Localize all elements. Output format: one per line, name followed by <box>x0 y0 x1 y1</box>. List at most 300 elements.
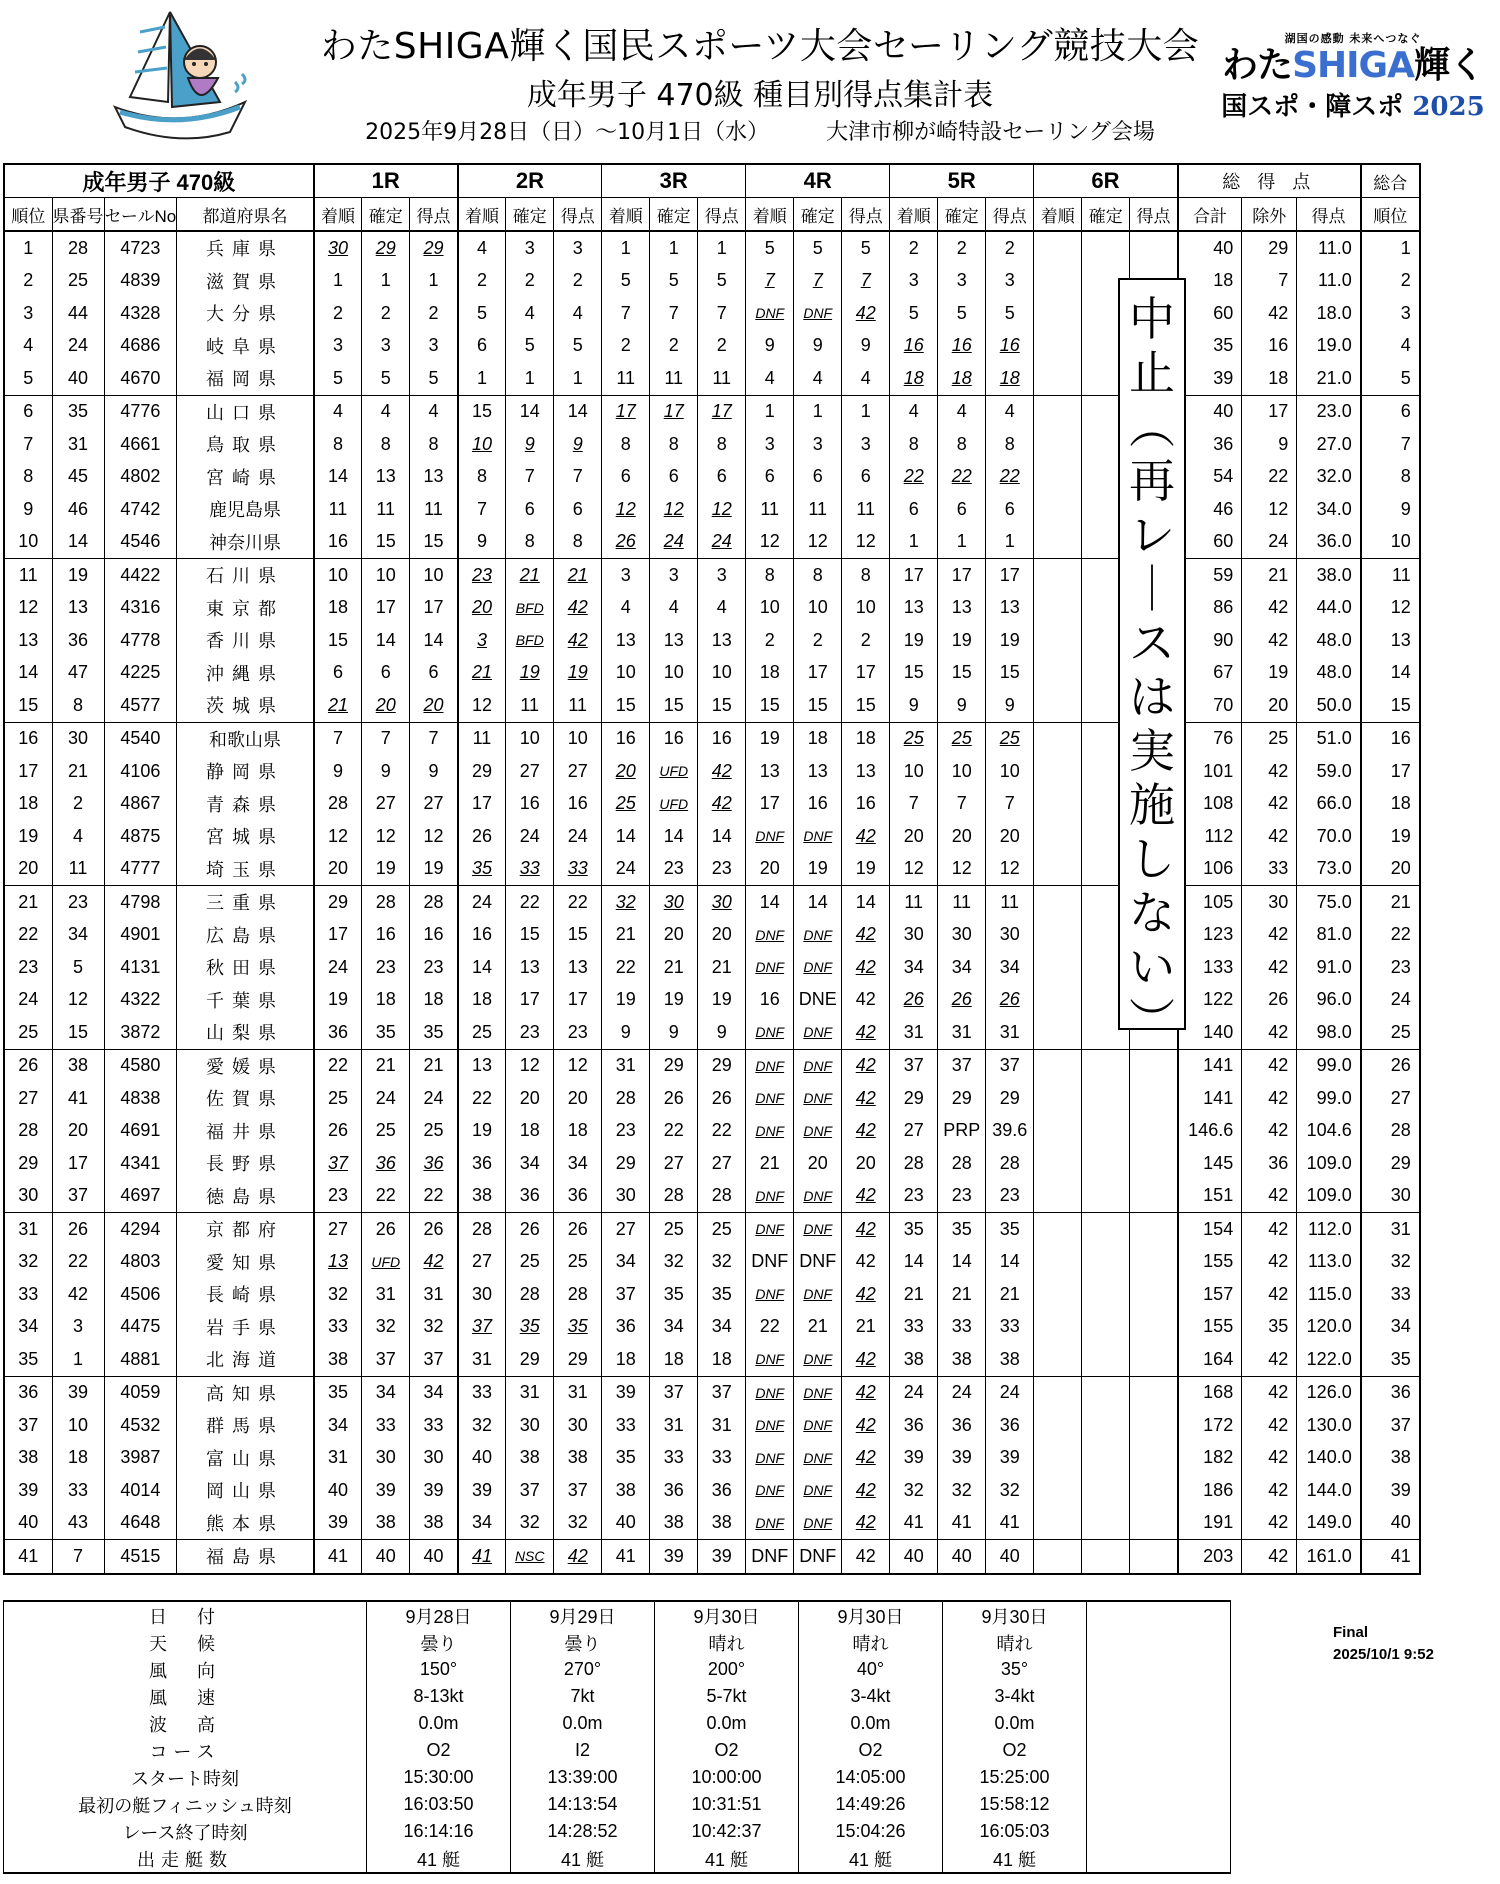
pref-name-cell: 茨城県 <box>177 689 314 722</box>
race3-points-cell: 29 <box>698 1049 746 1082</box>
race3-confirm-cell: 12 <box>650 493 698 526</box>
cancel-note-char: ス <box>1129 616 1175 670</box>
race1-confirm-cell: 20 <box>362 689 410 722</box>
discard-cell: 21 <box>1242 559 1297 592</box>
conditions-value-r4: 晴れ <box>799 1629 943 1656</box>
date-range: 2025年9月28日（日）～10月1日（水） <box>365 120 770 145</box>
table-row <box>4 624 1420 657</box>
table-row <box>4 689 1420 722</box>
logo-name <box>1218 46 1488 86</box>
race1-finish-cell: 12 <box>314 820 362 853</box>
pref-name-cell: 埼玉県 <box>177 853 314 886</box>
race5-confirm-cell: 15 <box>938 657 986 690</box>
race1-points-cell: 14 <box>410 624 458 657</box>
race1-points-cell: 4 <box>410 395 458 428</box>
race2-finish-cell: 2 <box>458 265 506 298</box>
race5-finish-cell: 22 <box>890 461 938 494</box>
overall-rank-cell: 26 <box>1361 1049 1420 1082</box>
sail-no-cell: 3987 <box>104 1442 177 1475</box>
table-row <box>4 755 1420 788</box>
overall-rank-cell: 19 <box>1361 820 1420 853</box>
race1-points-cell: 40 <box>410 1540 458 1574</box>
race2-points-cell: 12 <box>554 1049 602 1082</box>
pref-name-cell: 佐賀県 <box>177 1082 314 1115</box>
race1-points-cell: 42 <box>410 1246 458 1279</box>
race1-finish-cell: 37 <box>314 1147 362 1180</box>
race4-confirm-cell: DNF <box>794 919 842 952</box>
race4-points-cell: 42 <box>842 1442 890 1475</box>
score-cell: 19.0 <box>1297 330 1361 363</box>
race1-points-cell: 35 <box>410 1016 458 1049</box>
overall-rank-cell: 39 <box>1361 1474 1420 1507</box>
race6-empty-cell <box>1130 1213 1178 1246</box>
race5-confirm-cell: 12 <box>938 853 986 886</box>
logo-year: 2025 <box>1412 92 1485 122</box>
pref-name-cell: 広島県 <box>177 919 314 952</box>
race6-empty-cell <box>1034 1049 1082 1082</box>
discard-cell: 42 <box>1242 1016 1297 1049</box>
total-cell: 182 <box>1178 1442 1242 1475</box>
race1-confirm-cell: 15 <box>362 526 410 559</box>
score-cell: 59.0 <box>1297 755 1361 788</box>
race2-finish-cell: 24 <box>458 886 506 919</box>
race4-confirm-cell: 14 <box>794 886 842 919</box>
race2-confirm-cell: 9 <box>506 428 554 461</box>
race3-points-cell: 39 <box>698 1540 746 1574</box>
race2-points-cell: 8 <box>554 526 602 559</box>
race2-confirm-cell: 5 <box>506 330 554 363</box>
pref-name-cell: 福井県 <box>177 1115 314 1148</box>
race3-confirm-cell: 19 <box>650 984 698 1017</box>
discard-cell: 42 <box>1242 951 1297 984</box>
race-header-2: 2R <box>458 164 602 198</box>
pref-name-cell: 高知県 <box>177 1376 314 1409</box>
sail-no-cell: 4723 <box>104 231 177 265</box>
race5-points-cell: 7 <box>986 788 1034 821</box>
race5-points-cell: 2 <box>986 231 1034 265</box>
score-cell: 104.6 <box>1297 1115 1361 1148</box>
race1-points-cell: 30 <box>410 1442 458 1475</box>
race1-confirm-cell: 39 <box>362 1474 410 1507</box>
race1-points-cell: 15 <box>410 526 458 559</box>
race3-points-cell: 19 <box>698 984 746 1017</box>
race3-confirm-cell: 4 <box>650 592 698 625</box>
score-cell: 48.0 <box>1297 624 1361 657</box>
race3-points-cell: 25 <box>698 1213 746 1246</box>
race5-points-cell: 40 <box>986 1540 1034 1574</box>
conditions-label: 最初の艇フィニッシュ時刻 <box>4 1791 367 1818</box>
conditions-row <box>4 1791 1231 1818</box>
race2-finish-cell: 20 <box>458 592 506 625</box>
race3-finish-cell: 1 <box>602 231 650 265</box>
total-cell: 40 <box>1178 395 1242 428</box>
race3-confirm-cell: 36 <box>650 1474 698 1507</box>
race6-empty-cell <box>1034 362 1082 395</box>
race4-confirm-cell: 19 <box>794 853 842 886</box>
race1-points-cell: 33 <box>410 1409 458 1442</box>
race1-finish-cell: 31 <box>314 1442 362 1475</box>
race2-points-cell: 9 <box>554 428 602 461</box>
race2-points-cell: 11 <box>554 689 602 722</box>
cancel-note-char: ︵ <box>1129 400 1175 454</box>
pref-no-cell: 40 <box>52 362 104 395</box>
race2-finish-cell: 7 <box>458 493 506 526</box>
conditions-value-r1: 0.0m <box>367 1710 511 1737</box>
race4-confirm-cell: DNF <box>794 1180 842 1213</box>
cancel-note-char: レ <box>1129 508 1175 562</box>
race4-points-cell: 7 <box>842 265 890 298</box>
pref-name-cell: 山口県 <box>177 395 314 428</box>
race2-points-cell: 25 <box>554 1246 602 1279</box>
race2-finish-cell: 18 <box>458 984 506 1017</box>
race5-points-cell: 39.6 <box>986 1115 1034 1148</box>
table-row <box>4 265 1420 298</box>
race5-finish-cell: 3 <box>890 265 938 298</box>
race4-confirm-cell: 10 <box>794 592 842 625</box>
total-cell: 154 <box>1178 1213 1242 1246</box>
race6-empty-cell <box>1130 1376 1178 1409</box>
race1-confirm-cell: 5 <box>362 362 410 395</box>
final-timestamp: 2025/10/1 9:52 <box>1333 1646 1434 1663</box>
table-row <box>4 592 1420 625</box>
race5-points-cell: 36 <box>986 1409 1034 1442</box>
total-cell: 105 <box>1178 886 1242 919</box>
race4-points-cell: 15 <box>842 689 890 722</box>
race1-confirm-cell: 7 <box>362 722 410 755</box>
total-cell: 157 <box>1178 1278 1242 1311</box>
race3-finish-cell: 12 <box>602 493 650 526</box>
race4-points-cell: 42 <box>842 1049 890 1082</box>
discard-cell: 7 <box>1242 265 1297 298</box>
discard-cell: 18 <box>1242 362 1297 395</box>
table-row <box>4 886 1420 919</box>
race5-finish-cell: 39 <box>890 1442 938 1475</box>
conditions-value-r6 <box>1087 1818 1231 1845</box>
race2-finish-cell: 6 <box>458 330 506 363</box>
race4-finish-cell: DNF <box>746 1049 794 1082</box>
race4-finish-cell: 13 <box>746 755 794 788</box>
cancel-note-char: 再 <box>1129 454 1175 508</box>
race6-empty-cell <box>1034 1016 1082 1049</box>
discard-cell: 30 <box>1242 886 1297 919</box>
cancel-note-char: 中 <box>1129 292 1175 346</box>
race1-points-cell: 16 <box>410 919 458 952</box>
race4-points-cell: 42 <box>842 297 890 330</box>
race2-points-cell: 13 <box>554 951 602 984</box>
race3-confirm-cell: 13 <box>650 624 698 657</box>
race3-confirm-cell: 38 <box>650 1507 698 1540</box>
pref-name-cell: 富山県 <box>177 1442 314 1475</box>
sail-no-cell: 4014 <box>104 1474 177 1507</box>
race3-points-cell: 8 <box>698 428 746 461</box>
total-cell: 141 <box>1178 1082 1242 1115</box>
pref-no-cell: 35 <box>52 395 104 428</box>
discard-cell: 42 <box>1242 1246 1297 1279</box>
race5-confirm-cell: 18 <box>938 362 986 395</box>
pref-no-cell: 19 <box>52 559 104 592</box>
col-r6-finish: 着順 <box>1034 198 1082 232</box>
discard-cell: 24 <box>1242 526 1297 559</box>
race-header-6: 6R <box>1034 164 1178 198</box>
race3-points-cell: 1 <box>698 231 746 265</box>
overall-rank-cell: 18 <box>1361 788 1420 821</box>
discard-cell: 42 <box>1242 1343 1297 1376</box>
race3-points-cell: 30 <box>698 886 746 919</box>
conditions-value-r6 <box>1087 1601 1231 1629</box>
race1-confirm-cell: 36 <box>362 1147 410 1180</box>
pref-name-cell: 千葉県 <box>177 984 314 1017</box>
race4-finish-cell: 12 <box>746 526 794 559</box>
overall-rank-cell: 15 <box>1361 689 1420 722</box>
race1-finish-cell: 24 <box>314 951 362 984</box>
race1-finish-cell: 23 <box>314 1180 362 1213</box>
race6-empty-cell <box>1034 820 1082 853</box>
rank-cell: 15 <box>4 689 52 722</box>
race3-confirm-cell: 31 <box>650 1409 698 1442</box>
race6-empty-cell <box>1130 1540 1178 1574</box>
event-info <box>290 115 1230 146</box>
race1-confirm-cell: 35 <box>362 1016 410 1049</box>
race5-finish-cell: 6 <box>890 493 938 526</box>
col-r5-points: 得点 <box>986 198 1034 232</box>
overall-rank-cell: 16 <box>1361 722 1420 755</box>
pref-no-cell: 42 <box>52 1278 104 1311</box>
race1-finish-cell: 16 <box>314 526 362 559</box>
pref-name-cell: 宮城県 <box>177 820 314 853</box>
race1-confirm-cell: 27 <box>362 788 410 821</box>
race4-finish-cell: DNF <box>746 1213 794 1246</box>
race2-finish-cell: 31 <box>458 1343 506 1376</box>
discard-cell: 42 <box>1242 1278 1297 1311</box>
overall-rank-cell: 36 <box>1361 1376 1420 1409</box>
table-row <box>4 919 1420 952</box>
discard-cell: 42 <box>1242 1442 1297 1475</box>
discard-cell: 19 <box>1242 657 1297 690</box>
pref-no-cell: 2 <box>52 788 104 821</box>
race3-finish-cell: 22 <box>602 951 650 984</box>
race3-points-cell: 37 <box>698 1376 746 1409</box>
rank-cell: 36 <box>4 1376 52 1409</box>
sail-no-cell: 4802 <box>104 461 177 494</box>
race4-confirm-cell: 2 <box>794 624 842 657</box>
race1-finish-cell: 20 <box>314 853 362 886</box>
race4-points-cell: 42 <box>842 919 890 952</box>
race4-confirm-cell: 3 <box>794 428 842 461</box>
race5-finish-cell: 18 <box>890 362 938 395</box>
race6-empty-cell <box>1034 755 1082 788</box>
race5-finish-cell: 2 <box>890 231 938 265</box>
race5-points-cell: 22 <box>986 461 1034 494</box>
race3-finish-cell: 14 <box>602 820 650 853</box>
race2-finish-cell: 37 <box>458 1311 506 1344</box>
conditions-value-r1: 16:03:50 <box>367 1791 511 1818</box>
race3-confirm-cell: 39 <box>650 1540 698 1574</box>
race2-finish-cell: 28 <box>458 1213 506 1246</box>
col-pref-no: 県番号 <box>52 198 104 232</box>
race2-finish-cell: 38 <box>458 1180 506 1213</box>
race5-finish-cell: 27 <box>890 1115 938 1148</box>
conditions-value-r6 <box>1087 1845 1231 1873</box>
overall-rank-cell: 4 <box>1361 330 1420 363</box>
total-cell: 39 <box>1178 362 1242 395</box>
rank-cell: 6 <box>4 395 52 428</box>
race3-confirm-cell: 27 <box>650 1147 698 1180</box>
race6-empty-cell <box>1082 1278 1130 1311</box>
race1-points-cell: 18 <box>410 984 458 1017</box>
race3-points-cell: 20 <box>698 919 746 952</box>
race5-points-cell: 21 <box>986 1278 1034 1311</box>
score-cell: 66.0 <box>1297 788 1361 821</box>
pref-no-cell: 21 <box>52 755 104 788</box>
race4-confirm-cell: DNF <box>794 1213 842 1246</box>
race6-empty-cell <box>1034 1442 1082 1475</box>
race5-confirm-cell: 23 <box>938 1180 986 1213</box>
race2-points-cell: 28 <box>554 1278 602 1311</box>
score-cell: 96.0 <box>1297 984 1361 1017</box>
overall-rank-cell: 7 <box>1361 428 1420 461</box>
race3-finish-cell: 36 <box>602 1311 650 1344</box>
race4-finish-cell: 18 <box>746 657 794 690</box>
discard-cell: 42 <box>1242 1049 1297 1082</box>
race1-confirm-cell: 12 <box>362 820 410 853</box>
race4-confirm-cell: 9 <box>794 330 842 363</box>
overall-rank-cell: 29 <box>1361 1147 1420 1180</box>
sail-no-cell: 4901 <box>104 919 177 952</box>
race6-empty-cell <box>1034 1311 1082 1344</box>
race4-points-cell: 17 <box>842 657 890 690</box>
race4-finish-cell: 16 <box>746 984 794 1017</box>
race6-empty-cell <box>1034 297 1082 330</box>
race4-points-cell: 42 <box>842 984 890 1017</box>
rank-cell: 17 <box>4 755 52 788</box>
sail-no-cell: 4316 <box>104 592 177 625</box>
race3-confirm-cell: 17 <box>650 395 698 428</box>
race1-finish-cell: 5 <box>314 362 362 395</box>
race2-finish-cell: 39 <box>458 1474 506 1507</box>
race3-finish-cell: 26 <box>602 526 650 559</box>
race2-confirm-cell: 8 <box>506 526 554 559</box>
table-row <box>4 1016 1420 1049</box>
race3-confirm-cell: 7 <box>650 297 698 330</box>
mascot-sailboat-icon <box>110 2 260 152</box>
race4-confirm-cell: DNF <box>794 1540 842 1574</box>
score-cell: 99.0 <box>1297 1049 1361 1082</box>
race1-confirm-cell: 16 <box>362 919 410 952</box>
score-cell: 115.0 <box>1297 1278 1361 1311</box>
race5-confirm-cell: 21 <box>938 1278 986 1311</box>
rank-cell: 11 <box>4 559 52 592</box>
sail-no-cell: 4540 <box>104 722 177 755</box>
conditions-value-r6 <box>1087 1737 1231 1764</box>
pref-name-cell: 石川県 <box>177 559 314 592</box>
race4-finish-cell: 15 <box>746 689 794 722</box>
table-row <box>4 1246 1420 1279</box>
race3-confirm-cell: 37 <box>650 1376 698 1409</box>
col-r5-finish: 着順 <box>890 198 938 232</box>
overall-rank-cell: 31 <box>1361 1213 1420 1246</box>
race6-empty-cell <box>1034 689 1082 722</box>
race2-finish-cell: 30 <box>458 1278 506 1311</box>
race5-points-cell: 34 <box>986 951 1034 984</box>
race1-confirm-cell: 34 <box>362 1376 410 1409</box>
discard-cell: 42 <box>1242 755 1297 788</box>
race5-points-cell: 13 <box>986 592 1034 625</box>
race3-points-cell: 36 <box>698 1474 746 1507</box>
race6-empty-cell <box>1034 657 1082 690</box>
race1-points-cell: 32 <box>410 1311 458 1344</box>
race4-points-cell: 42 <box>842 820 890 853</box>
race3-finish-cell: 41 <box>602 1540 650 1574</box>
total-cell: 70 <box>1178 689 1242 722</box>
overall-rank-cell: 17 <box>1361 755 1420 788</box>
race-header-3: 3R <box>602 164 746 198</box>
col-r2-confirm: 確定 <box>506 198 554 232</box>
table-row <box>4 1409 1420 1442</box>
pref-name-cell: 秋田県 <box>177 951 314 984</box>
col-pref: 都道府県名 <box>177 198 314 232</box>
race4-finish-cell: DNF <box>746 1442 794 1475</box>
table-row <box>4 1442 1420 1475</box>
table-row <box>4 1213 1420 1246</box>
conditions-value-r4: 41 艇 <box>799 1845 943 1873</box>
race5-points-cell: 11 <box>986 886 1034 919</box>
race5-points-cell: 16 <box>986 330 1034 363</box>
race1-finish-cell: 6 <box>314 657 362 690</box>
conditions-value-r5: 16:05:03 <box>943 1818 1087 1845</box>
race2-confirm-cell: 36 <box>506 1180 554 1213</box>
table-row <box>4 853 1420 886</box>
race2-finish-cell: 16 <box>458 919 506 952</box>
race6-empty-cell <box>1034 265 1082 298</box>
race4-confirm-cell: 18 <box>794 722 842 755</box>
race2-points-cell: 18 <box>554 1115 602 1148</box>
overall-rank-cell: 35 <box>1361 1343 1420 1376</box>
race5-confirm-cell: 7 <box>938 788 986 821</box>
race5-points-cell: 25 <box>986 722 1034 755</box>
race1-points-cell: 11 <box>410 493 458 526</box>
conditions-value-r3: 5-7kt <box>655 1683 799 1710</box>
race4-finish-cell: 1 <box>746 395 794 428</box>
race3-points-cell: 42 <box>698 755 746 788</box>
race5-finish-cell: 11 <box>890 886 938 919</box>
race2-finish-cell: 23 <box>458 559 506 592</box>
score-cell: 113.0 <box>1297 1246 1361 1279</box>
race3-finish-cell: 30 <box>602 1180 650 1213</box>
table-row <box>4 395 1420 428</box>
final-status <box>1333 1622 1434 1666</box>
race4-finish-cell: 2 <box>746 624 794 657</box>
race3-confirm-cell: 16 <box>650 722 698 755</box>
overall-rank-cell: 2 <box>1361 265 1420 298</box>
race4-confirm-cell: DNF <box>794 1409 842 1442</box>
total-cell: 191 <box>1178 1507 1242 1540</box>
race5-finish-cell: 21 <box>890 1278 938 1311</box>
overall-rank-cell: 38 <box>1361 1442 1420 1475</box>
race5-finish-cell: 8 <box>890 428 938 461</box>
race3-confirm-cell: 2 <box>650 330 698 363</box>
discard-cell: 42 <box>1242 297 1297 330</box>
race5-confirm-cell: 41 <box>938 1507 986 1540</box>
col-r3-finish: 着順 <box>602 198 650 232</box>
score-cell: 161.0 <box>1297 1540 1361 1574</box>
race2-finish-cell: 22 <box>458 1082 506 1115</box>
race2-points-cell: 27 <box>554 755 602 788</box>
race3-finish-cell: 5 <box>602 265 650 298</box>
race2-points-cell: 10 <box>554 722 602 755</box>
race6-empty-cell <box>1082 1246 1130 1279</box>
race3-confirm-cell: 5 <box>650 265 698 298</box>
race1-confirm-cell: 1 <box>362 265 410 298</box>
